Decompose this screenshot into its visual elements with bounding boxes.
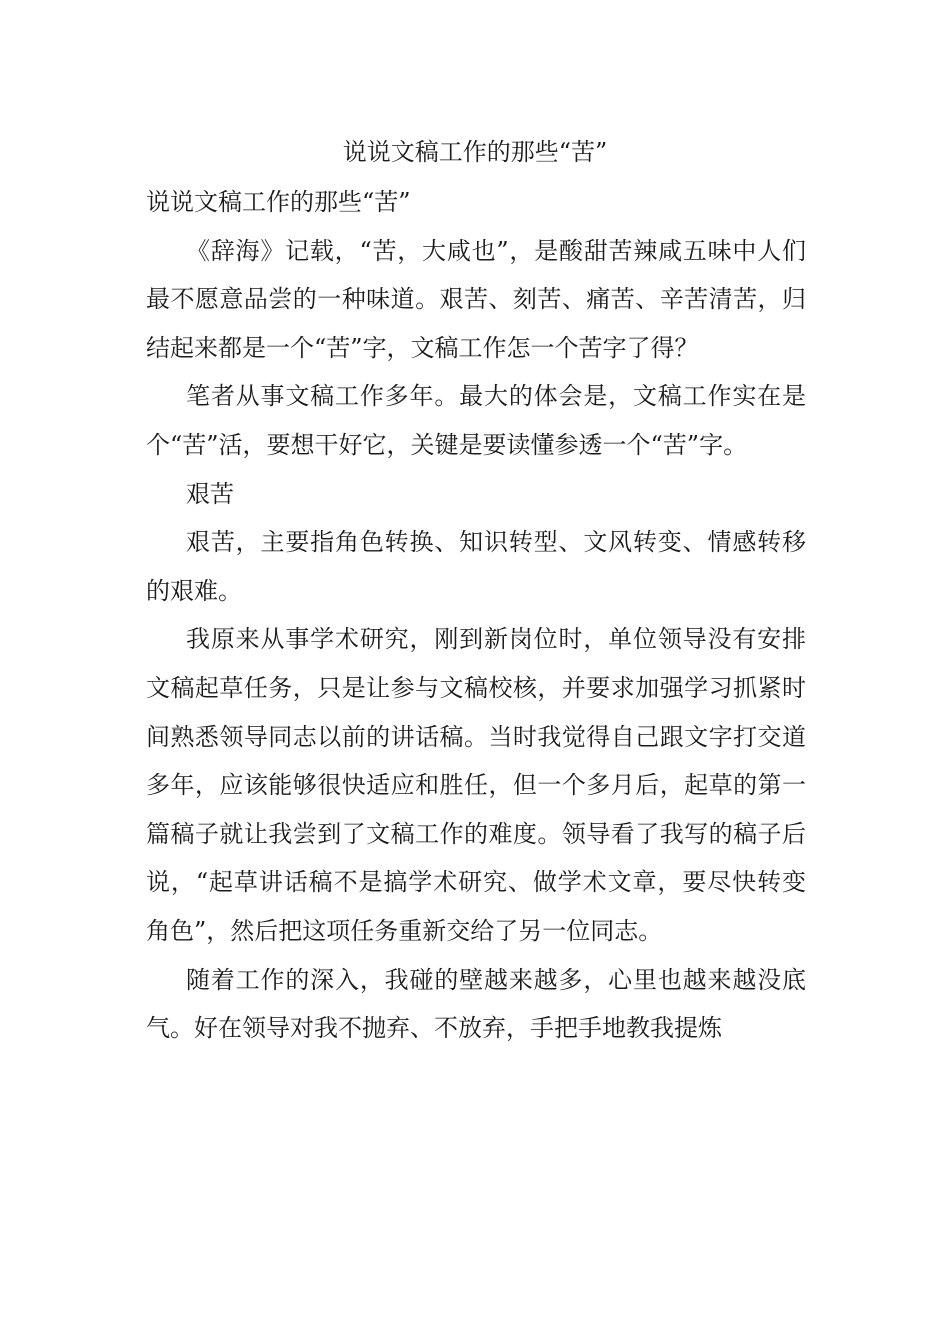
paragraph: 随着工作的深入，我碰的壁越来越多，心里也越来越没底气。好在领导对我不抛弃、不放弃，手把手地教我提炼 [146, 965, 806, 1043]
document-body [146, 178, 806, 1053]
section-heading: 艰苦 [186, 479, 234, 508]
paragraph-subtitle: 说说文稿工作的那些“苦” [146, 188, 411, 216]
paragraph: 《辞海》记载，“苦，大咸也”，是酸甜苦辣咸五味中人们最不愿意品尝的一种味道。艰苦、刻苦、痛苦、辛苦清苦，归结起来都是一个“苦”字，文稿工作怎一个苦字了得？ [146, 236, 806, 362]
paragraph: 我原来从事学术研究，刚到新岗位时，单位领导没有安排文稿起草任务，只是让参与文稿校核，并要求加强学习抓紧时间熟悉领导同志以前的讲话稿。当时我觉得自己跟文字打交道多年，应该能够很快适应和胜任，但一个多月后，起草的第一篇稿子就让我尝到了文稿工作的难度。领导看了我写的稿子后说，“起草讲话稿不是搞学术研究、做学术文章，要尽快转变角色”，然后把这项任务重新交给了另一位同志。 [146, 625, 806, 945]
document-title: 说说文稿工作的那些“苦” [342, 138, 608, 166]
paragraph: 艰苦，主要指角色转换、知识转型、文风转变、情感转移的艰难。 [146, 528, 806, 605]
paragraph: 笔者从事文稿工作多年。最大的体会是，文稿工作实在是个“苦”活，要想干好它，关键是要读懂参透一个“苦”字。 [146, 382, 806, 459]
